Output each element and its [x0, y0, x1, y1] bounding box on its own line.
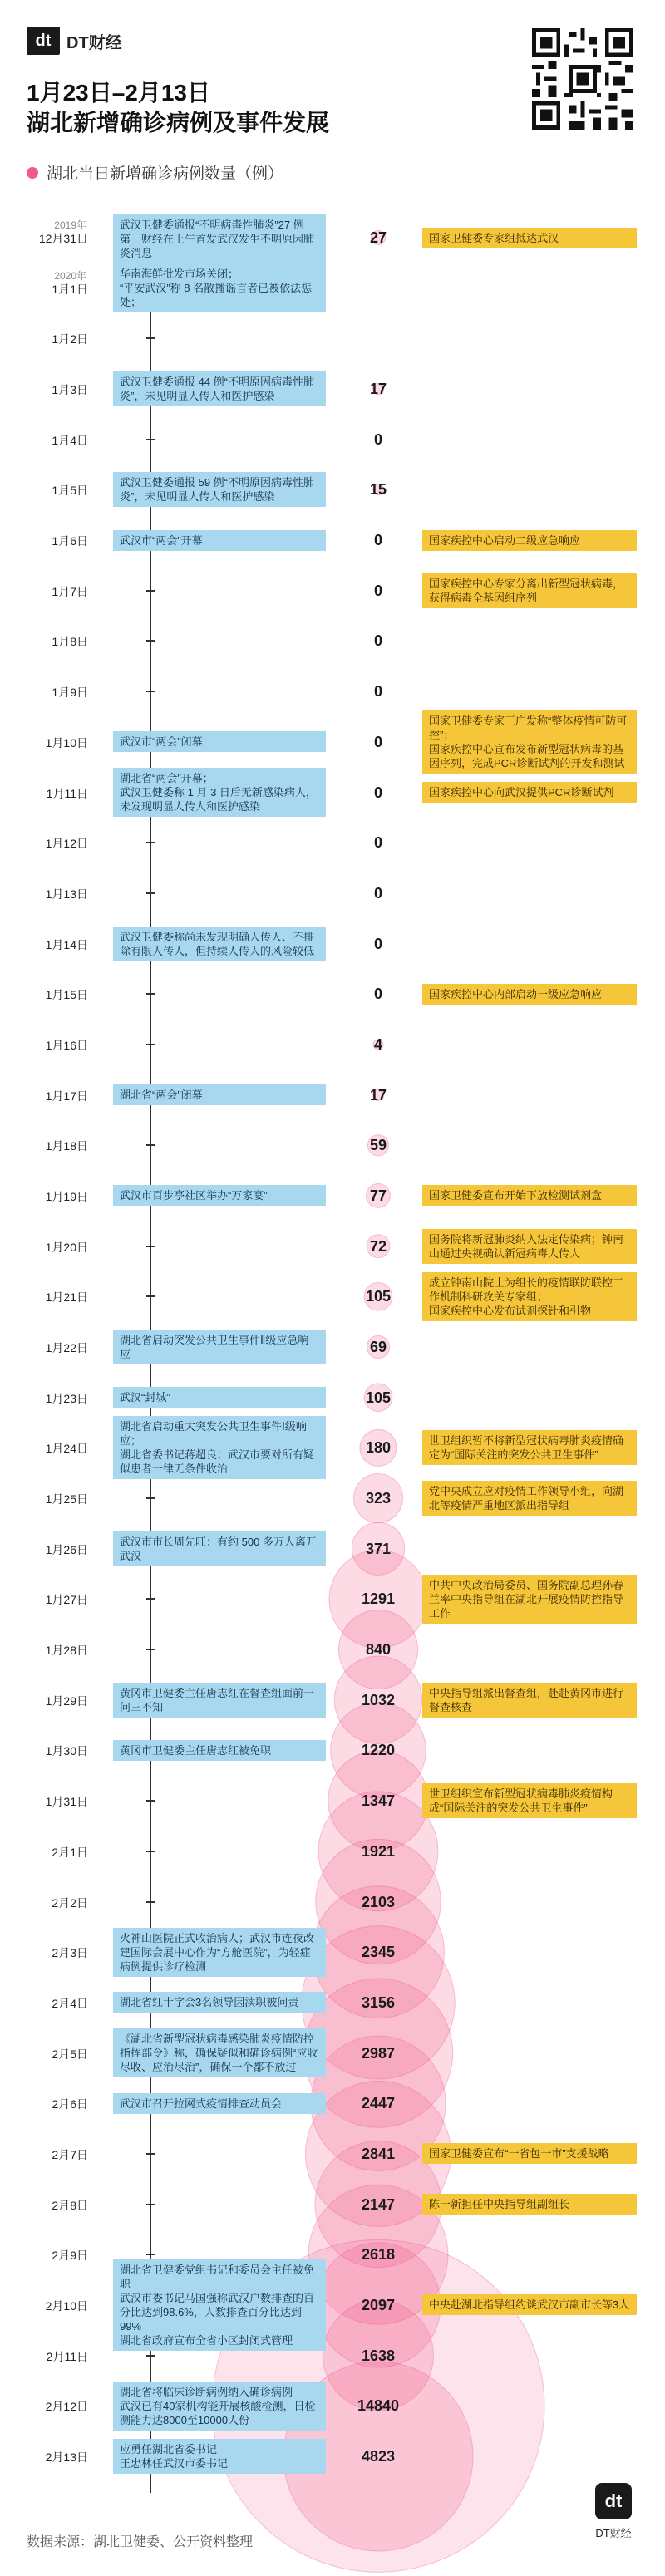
case-count-label: 840 — [365, 1641, 392, 1659]
case-count-label: 2447 — [361, 2095, 396, 2112]
hubei-event-box: 湖北省启动重大突发公共卫生事件Ⅰ级响应； 湖北省委书记蒋超良：武汉市要对所有疑似患者一律无条件收治 — [113, 1416, 326, 1479]
date-tick-label: 1月1日 — [52, 282, 88, 296]
case-count-label: 15 — [369, 481, 387, 499]
national-event-box: 国家卫健委专家组抵达武汉 — [422, 228, 637, 248]
date-tick-label: 1月14日 — [45, 937, 88, 951]
year-label: 2019年 — [54, 219, 86, 231]
case-count-label: 0 — [373, 935, 382, 952]
data-source: 数据来源：湖北卫健委、公开资料整理 — [27, 2535, 254, 2549]
date-tick-label: 2月7日 — [52, 2147, 88, 2161]
hubei-event-box: 湖北省“两会”开幕； 武汉卫健委称 1 月 3 日后无新感染病人，未发现明显人传人和医护感染 — [113, 768, 326, 817]
national-event-box: 国务院将新冠肺炎纳入法定传染病；钟南山通过央视确认新冠病毒人传人 — [422, 1229, 637, 1264]
national-event-box: 国家疾控中心启动二级应急响应 — [422, 530, 637, 551]
hubei-event-box: 武汉市召开拉网式疫情排查动员会 — [113, 2093, 326, 2114]
axis-tick — [146, 1649, 155, 1650]
case-count-label: 69 — [369, 1339, 387, 1355]
date-tick-label: 1月11日 — [46, 786, 88, 800]
axis-tick — [146, 1295, 155, 1297]
axis-tick — [146, 1800, 155, 1802]
date-tick-label: 1月4日 — [52, 433, 88, 447]
date-tick-label: 2月8日 — [52, 2198, 88, 2212]
case-count-label: 323 — [365, 1490, 392, 1507]
case-count-label: 0 — [373, 884, 382, 902]
hubei-event-box: 湖北省“两会”闭幕 — [113, 1084, 326, 1105]
case-count-label: 1291 — [361, 1590, 396, 1608]
date-tick-label: 1月17日 — [45, 1089, 88, 1103]
case-count-label: 2618 — [361, 2246, 396, 2264]
date-tick-label: 2月5日 — [52, 2047, 88, 2061]
national-event-box: 成立钟南山院士为组长的疫情联防联控工作机制科研攻关专家组； 国家疾控中心发布试剂探针和引物 — [422, 1272, 637, 1321]
case-count-label: 105 — [365, 1389, 392, 1406]
case-count-label: 180 — [365, 1439, 392, 1457]
date-tick-label: 1月13日 — [45, 887, 88, 901]
date-tick-label: 1月18日 — [45, 1139, 88, 1153]
hubei-event-box: 湖北省启动突发公共卫生事件Ⅱ级应急响应 — [113, 1330, 326, 1364]
axis-tick — [146, 640, 155, 642]
case-count-label: 0 — [373, 834, 382, 852]
case-count-label: 17 — [369, 381, 387, 398]
date-tick-label: 1月15日 — [45, 988, 88, 1002]
date-tick-label: 2月13日 — [45, 2451, 88, 2464]
hubei-event-box: 武汉市“两会”闭幕 — [113, 731, 326, 752]
date-tick-label: 1月25日 — [45, 1492, 88, 1507]
date-tick-label: 1月7日 — [52, 584, 88, 598]
date-tick-label: 1月5日 — [52, 484, 88, 498]
brand-name: DT财经 — [66, 33, 122, 52]
legend-label: 湖北当日新增确诊病例数量（例） — [47, 165, 284, 183]
date-tick-label: 1月31日 — [45, 1795, 88, 1809]
date-tick-label: 2月9日 — [52, 2249, 88, 2263]
date-tick-label: 2月11日 — [46, 2349, 88, 2363]
axis-tick — [146, 1851, 155, 1852]
axis-tick — [146, 842, 155, 843]
hubei-event-box: 武汉市市长周先旺：有约 500 多万人离开武汉 — [113, 1531, 326, 1566]
hubei-event-box: 武汉“封城” — [113, 1387, 326, 1408]
footer-brand-name: DT财经 — [595, 2527, 632, 2539]
date-tick-label: 1月8日 — [52, 635, 88, 649]
national-event-box: 国家疾控中心专家分离出新型冠状病毒，获得病毒全基因组序列 — [422, 573, 637, 608]
date-tick-label: 2月4日 — [52, 1996, 88, 2010]
hubei-event-box: 湖北省卫健委党组书记和委员会主任被免职 武汉市委书记马国强称武汉户数排查的百分比达到98.6%，人数排查百分比达到99% 湖北省政府宣布全省小区封闭式管理 — [113, 2259, 326, 2351]
case-count-label: 0 — [373, 733, 382, 750]
case-count-label: 0 — [373, 430, 382, 448]
axis-tick — [146, 993, 155, 995]
case-count-label: 0 — [373, 784, 382, 801]
case-count-label: 1638 — [361, 2347, 396, 2364]
axis-tick — [146, 439, 155, 440]
national-event-box: 国家卫健委宣布开始下放检测试剂盒 — [422, 1185, 637, 1206]
national-event-box: 中央赴湖北指导组约谈武汉市副市长等3人 — [422, 2294, 637, 2315]
hubei-event-box: 武汉卫健委通报“不明病毒性肺炎”27 例 第一财经在上午首发武汉发生不明原因肺炎消息 — [113, 214, 326, 263]
date-tick-label: 2月1日 — [52, 1845, 88, 1859]
axis-tick — [146, 337, 155, 339]
axis-tick — [146, 2254, 155, 2255]
axis-tick — [146, 2204, 155, 2205]
case-count-label: 2987 — [361, 2044, 396, 2062]
national-event-box: 中央指导组派出督查组，赴赴黄冈市进行督查核查 — [422, 1683, 637, 1718]
hubei-event-box: 武汉市百步亭社区举办“万家宴” — [113, 1185, 326, 1206]
axis-tick — [146, 1144, 155, 1146]
footer-brand — [595, 2483, 632, 2540]
axis-tick — [146, 1901, 155, 1903]
case-count-label: 14840 — [357, 2397, 400, 2415]
axis-tick — [146, 590, 155, 592]
date-tick-label: 2月10日 — [45, 2298, 88, 2313]
case-count-label: 2345 — [361, 1944, 396, 1961]
hubei-event-box: 应勇任湖北省委书记 王忠林任武汉市委书记 — [113, 2439, 326, 2474]
date-tick-label: 1月19日 — [45, 1189, 88, 1203]
national-event-box: 国家疾控中心内部启动一级应急响应 — [422, 984, 637, 1005]
date-tick-label: 2月12日 — [45, 2400, 88, 2414]
date-tick-label: 2月3日 — [52, 1946, 88, 1960]
national-event-box: 中共中央政治局委员、国务院副总理孙春兰率中央指导组在湖北开展疫情防控指导工作 — [422, 1575, 637, 1624]
hubei-event-box: 黄冈市卫健委主任唐志红在督查组面前一问三不知 — [113, 1683, 326, 1718]
case-count-label: 2097 — [361, 2296, 396, 2313]
case-count-label: 0 — [373, 683, 382, 701]
date-tick-label: 1月23日 — [45, 1391, 88, 1405]
date-tick-label: 1月2日 — [52, 332, 88, 347]
case-count-label: 0 — [373, 532, 382, 549]
axis-tick — [146, 1246, 155, 1247]
date-tick-label: 1月27日 — [45, 1593, 88, 1607]
case-count-label: 3156 — [361, 1993, 396, 2011]
axis-tick — [146, 2355, 155, 2357]
date-tick-label: 2月6日 — [52, 2097, 88, 2111]
national-event-box: 国家卫健委宣布“一省包一市”支援战略 — [422, 2143, 637, 2164]
date-tick-label: 1月20日 — [45, 1240, 88, 1254]
case-count-label: 371 — [365, 1540, 392, 1557]
date-tick-label: 1月6日 — [52, 534, 88, 548]
title-line-2: 湖北新增确诊病例及事件发展 — [27, 110, 330, 135]
case-count-label: 1032 — [361, 1691, 396, 1708]
date-tick-label: 1月9日 — [52, 686, 88, 700]
case-count-label: 4 — [373, 1035, 382, 1053]
date-tick-label: 1月12日 — [45, 837, 88, 851]
hubei-event-box: 火神山医院正式收治病人；武汉市连夜改建国际会展中心作为“方舱医院”，为轻症病例提供诊疗检测 — [113, 1928, 326, 1977]
axis-tick — [146, 1598, 155, 1600]
case-count-label: 72 — [369, 1237, 387, 1255]
case-count-label: 1347 — [361, 1792, 396, 1810]
hubei-event-box: 华南海鲜批发市场关闭； “平安武汉”称 8 名散播谣言者已被依法惩处； — [113, 263, 326, 312]
national-event-box: 国家疾控中心向武汉提供PCR诊断试剂 — [422, 782, 637, 803]
national-event-box: 党中央成立应对疫情工作领导小组，向湖北等疫情严重地区派出指导组 — [422, 1481, 637, 1516]
hubei-event-box: 武汉卫健委通报 44 例“不明原因病毒性肺炎”，未见明显人传人和医护感染 — [113, 371, 326, 406]
national-event-box: 陈一新担任中央指导组副组长 — [422, 2194, 637, 2215]
case-count-label: 105 — [365, 1288, 392, 1305]
case-count-label: 2841 — [361, 2145, 396, 2162]
date-tick-label: 1月26日 — [45, 1542, 88, 1556]
hubei-event-box: 武汉市“两会”开幕 — [113, 530, 326, 551]
hubei-event-box: 湖北省红十字会3名领导因渎职被问责 — [113, 1992, 326, 2013]
hubei-event-box: 湖北省将临床诊断病例纳入确诊病例 武汉已有40家机构能开展核酸检测，日检测能力达8000至10000人份 — [113, 2382, 326, 2431]
date-tick-label: 1月22日 — [45, 1341, 88, 1354]
case-count-label: 4823 — [361, 2448, 396, 2465]
case-count-label: 2147 — [361, 2195, 396, 2213]
national-event-box: 国家卫健委专家王广发称“整体疫情可防可控”； 国家疾控中心宣布发布新型冠状病毒的基因序列，完成PCR诊断试剂的开发和测试 — [422, 710, 637, 774]
date-tick-label: 1月10日 — [45, 735, 88, 750]
hubei-event-box: 武汉卫健委通报 59 例“不明原因病毒性肺炎”，未见明显人传人和医护感染 — [113, 472, 326, 507]
case-count-label: 1220 — [361, 1742, 396, 1759]
case-count-label: 2103 — [361, 1893, 396, 1910]
case-count-label: 17 — [369, 1086, 387, 1104]
axis-tick — [146, 691, 155, 692]
case-count-label: 1921 — [361, 1842, 396, 1860]
date-tick-label: 1月21日 — [45, 1290, 88, 1305]
axis-tick — [146, 1497, 155, 1499]
hubei-event-box: 武汉卫健委称尚未发现明确人传人、不排除有限人传人，但持续人传人的风险较低 — [113, 927, 326, 961]
footer-logo-icon: dt — [595, 2483, 632, 2519]
date-tick-label: 1月24日 — [45, 1442, 88, 1456]
case-count-label: 0 — [373, 582, 382, 599]
date-tick-label: 1月28日 — [45, 1644, 88, 1658]
case-count-label: 0 — [373, 632, 382, 650]
hubei-event-box: 黄冈市卫健委主任唐志红被免职 — [113, 1740, 326, 1761]
case-count-label: 0 — [373, 986, 382, 1003]
date-tick-label: 1月3日 — [52, 383, 88, 397]
case-count-label: 27 — [369, 229, 387, 246]
axis-tick — [146, 892, 155, 894]
title-line-1: 1月23日–2月13日 — [27, 80, 211, 106]
date-tick-label: 1月16日 — [45, 1038, 88, 1052]
dt-logo-icon: dt — [27, 27, 60, 55]
axis-tick — [146, 1044, 155, 1045]
date-tick-label: 1月30日 — [45, 1744, 88, 1758]
year-label: 2020年 — [54, 269, 86, 282]
date-tick-label: 2月2日 — [52, 1895, 88, 1910]
axis-tick — [146, 2153, 155, 2155]
hubei-event-box: 《湖北省新型冠状病毒感染肺炎疫情防控指挥部令》称，确保疑似和确诊病例“应收尽收、应治尽治”，确保一个都不放过 — [113, 2028, 326, 2077]
date-tick-label: 12月31日 — [38, 232, 88, 245]
date-tick-label: 1月29日 — [45, 1694, 88, 1708]
case-count-label: 77 — [369, 1187, 387, 1204]
national-event-box: 世卫组织暂不将新型冠状病毒肺炎疫情确定为“国际关注的突发公共卫生事件” — [422, 1430, 637, 1465]
national-event-box: 世卫组织宣布新型冠状病毒肺炎疫情构成“国际关注的突发公共卫生事件” — [422, 1783, 637, 1818]
case-count-label: 59 — [369, 1137, 387, 1154]
